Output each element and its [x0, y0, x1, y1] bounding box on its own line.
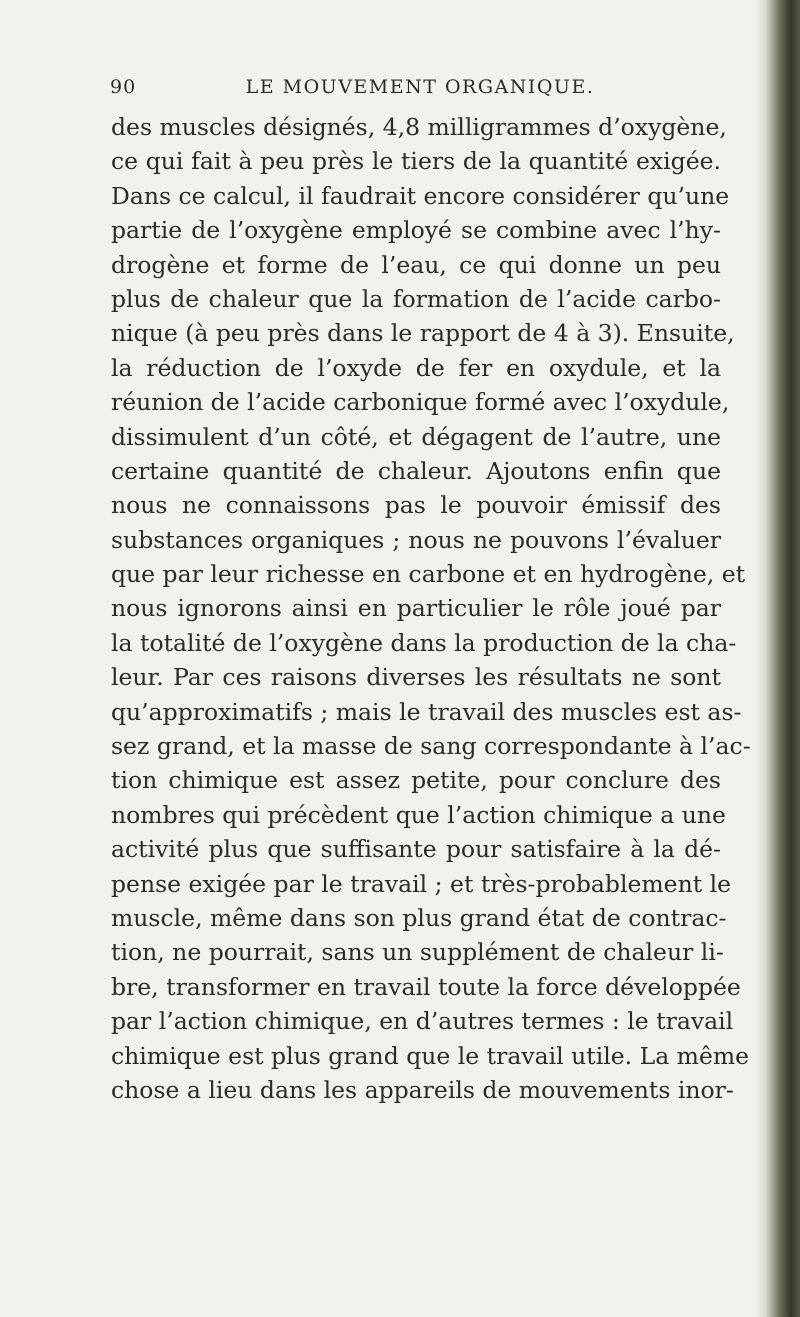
text-line: la réduction de l’oxyde de fer en oxydule, et la	[111, 353, 721, 382]
text-line: qu’approximatifs ; mais le travail des muscles est as-	[111, 697, 742, 726]
text-line: Dans ce calcul, il faudrait encore considérer qu’une	[111, 181, 730, 210]
text-line: chimique est plus grand que le travail utile. La même	[111, 1041, 750, 1070]
text-line: tion chimique est assez petite, pour conclure des	[111, 766, 721, 795]
text-line: activité plus que suffisante pour satisfaire à la dé-	[111, 835, 721, 864]
text-line: drogène et forme de l’eau, ce qui donne un peu	[111, 250, 721, 279]
text-line: nique (à peu près dans le rapport de 4 à 3). Ensuite,	[111, 319, 735, 348]
text-line: des muscles désignés, 4,8 milligrammes d’oxygène,	[111, 113, 727, 141]
text-line: chose a lieu dans les appareils de mouvements inor-	[111, 1075, 734, 1104]
text-line: la totalité de l’oxygène dans la production de la cha-	[111, 628, 737, 657]
text-line: plus de chaleur que la formation de l’acide carbo-	[111, 284, 721, 313]
text-line: sez grand, et la masse de sang correspondante à l’ac-	[111, 732, 751, 761]
text-line: nombres qui précèdent que l’action chimique a une	[111, 800, 726, 829]
text-line: pense exigée par le travail ; et très-probablement le	[111, 869, 732, 898]
text-line: partie de l’oxygène employé se combine avec l’hy-	[111, 216, 721, 245]
text-line: ce qui fait à peu près le tiers de la quantité exigée.	[111, 147, 721, 176]
text-line: par l’action chimique, en d’autres termes : le travail	[111, 1007, 734, 1036]
text-line: dissimulent d’un côté, et dégagent de l’autre, une	[111, 422, 721, 451]
text-line: tion, ne pourrait, sans un supplément de chaleur li-	[111, 938, 724, 967]
text-line: leur. Par ces raisons diverses les résultats ne sont	[111, 663, 721, 692]
body-text	[111, 110, 751, 1107]
text-line: que par leur richesse en carbone et en hydrogène, et	[111, 560, 746, 589]
text-line: réunion de l’acide carbonique formé avec l’oxydule,	[111, 388, 730, 417]
text-line: certaine quantité de chaleur. Ajoutons enfin que	[111, 456, 721, 485]
text-line: bre, transformer en travail toute la force développée	[111, 972, 741, 1001]
page-header	[110, 76, 730, 104]
text-line: muscle, même dans son plus grand état de contrac-	[111, 903, 727, 932]
page-number: 90	[110, 76, 137, 98]
text-line: nous ne connaissons pas le pouvoir émissif des	[111, 491, 721, 520]
text-line: nous ignorons ainsi en particulier le rôle joué par	[111, 594, 721, 623]
running-title: LE MOUVEMENT ORGANIQUE.	[245, 76, 595, 98]
text-line: substances organiques ; nous ne pouvons l’évaluer	[111, 525, 721, 554]
book-spine-shadow	[754, 0, 800, 1317]
